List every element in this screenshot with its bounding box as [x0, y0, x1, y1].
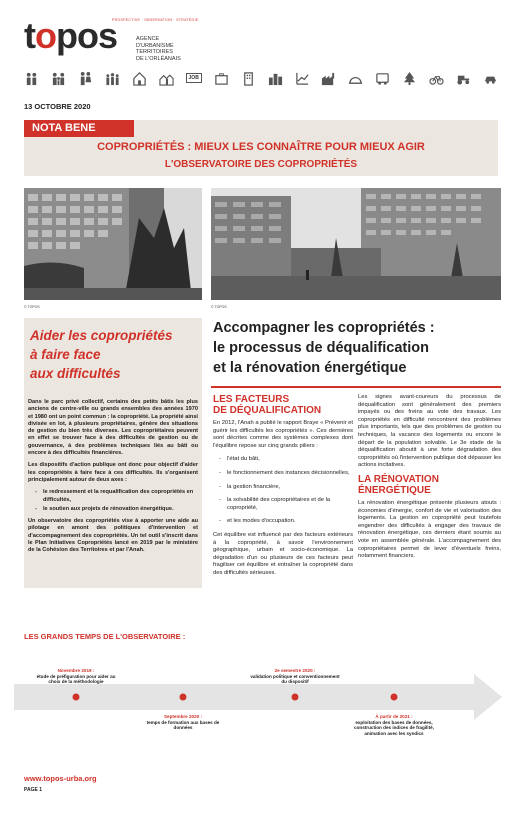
suitcase-icon	[214, 71, 229, 86]
nota-bene-label: NOTA BENE	[24, 120, 134, 137]
page-subtitle: L'OBSERVATOIRE DES COPROPRIÉTÉS	[164, 159, 358, 170]
paragraph: Un observatoire des copropriétés vise à apporter une aide au pilotage en amont des politiques d'intervention et d'accompagnement des copropriétés. Un tel outil s'inscrit dans le Plan Initiatives Copropriétés lancé en 2019 par le ministère de la Cohésion des Territoires et par l'Anah.	[28, 518, 198, 554]
article-column-left	[213, 394, 353, 582]
list-item: - le soutien aux projets de rénovation énergétique.	[38, 506, 198, 513]
article-title: Accompagner les copropriétés : le processus de déqualification et la rénovation énergétique	[213, 320, 435, 376]
group-icon	[105, 71, 120, 86]
factory-icon	[321, 71, 336, 86]
header-band	[24, 120, 498, 176]
bus-icon	[375, 71, 390, 86]
people-icon	[24, 71, 39, 86]
bullet-list	[219, 456, 353, 526]
title-divider	[211, 386, 501, 388]
list-item: - la solvabilité des copropriétaires et de la copropriété,	[219, 497, 353, 512]
timeline-dot	[73, 694, 80, 701]
family-icon	[51, 71, 66, 86]
chart-icon	[295, 71, 310, 86]
couple-icon	[78, 71, 93, 86]
logo-tagline: PROSPECTIVE · OBSERVATION · STRATÉGIE	[112, 18, 199, 22]
list-item: - l'état du bâti,	[219, 456, 353, 464]
sidebar-title: Aider les copropriétés à faire face aux difficultés	[30, 328, 173, 381]
sidebar-body	[28, 399, 198, 560]
list-item: - la gestion financière,	[219, 484, 353, 492]
page-number: PAGE 1	[24, 787, 42, 793]
section-heading: LES FACTEURS DE DÉQUALIFICATION	[213, 394, 322, 416]
tree-icon	[402, 71, 417, 86]
bullet-list	[38, 489, 198, 513]
timeline-event: Novembre 2019 : étude de préfiguration pour aider au choix de la méthodologie	[36, 668, 116, 685]
photo-housing-estate	[211, 188, 501, 300]
logo-subtitle: AGENCE D'URBANISME TERRITOIRES DE L'ORLÉANAIS	[136, 36, 181, 62]
article-column-right	[358, 394, 501, 565]
timeline-event: À partir de 2021 : exploitation des bases de données, construction des indices de fragilité, animation avec les syndics	[354, 714, 434, 736]
theme-icons-row	[24, 66, 498, 90]
timeline-arrow	[14, 646, 504, 754]
bike-icon	[429, 71, 444, 86]
timeline-dot	[292, 694, 299, 701]
list-item: - et les modes d'occupation.	[219, 518, 353, 526]
section-heading: LA RÉNOVATION ÉNERGÉTIQUE	[358, 473, 439, 496]
footer-website-link[interactable]: www.topos-urba.org	[24, 774, 97, 783]
page-title: COPROPRIÉTÉS : MIEUX LES CONNAÎTRE POUR MIEUX AGIR	[97, 141, 425, 153]
paragraph: Les dispositifs d'action publique ont donc pour objectif d'aider les copropriétés à faire face à ces difficultés. Ils s'organisent principalement autour de deux axes :	[28, 462, 198, 483]
timeline-title: LES GRANDS TEMPS DE L'OBSERVATOIRE :	[24, 632, 186, 641]
logo-wordmark: topos	[24, 15, 118, 56]
photo-credit: © TOPOS	[24, 305, 40, 309]
photo-apartment-block	[24, 188, 202, 300]
timeline-event: Septembre 2020 : temps de formation aux bases de données	[146, 714, 220, 731]
paragraph: Cet équilibre est influencé par des facteurs extérieurs à la copropriété, à savoir l'environnement géographique, urbain et socio-économique. La dégradation d'un ou plusieurs de ces facteurs peut fragiliser cet équilibre et entraîner la copropriété dans des difficultés sérieuses.	[213, 531, 353, 576]
timeline-event: 2e semestre 2020 : validation politique et conventionnement du dispositif	[250, 668, 340, 685]
paragraph: Dans le parc privé collectif, certains des petits bâtis les plus anciens de centre-ville ou grands ensembles des années 1970 et 1980 ont un point commun : la copropriété. La propriété ainsi divisée en lot, à plusieurs propriétaires, génère des situations de gestion du bien très diverses. Les copropriétaires peuvent en effet se trouver face à des difficultés de gestion ou de gouvernance, à des problèmes techniques liés au bâti ou encore à des difficultés financières.	[28, 399, 198, 457]
paragraph: Les signes avant-coureurs du processus de déqualification sont généralement des premiers impayés ou des freins au vote des travaux. Les copropriétés en difficulté rencontrent des problèmes plus importants, tels que des problèmes de gestion ou techniques, la vacance des logements ou encore le départ de la population solvable. Le 3e stade de la déqualification aboutit à une forte dégradation des copropriétés où l'intervention publique doit dépasser les actions incitatives.	[358, 394, 501, 469]
list-item: - le fonctionnement des instances décisionnelles,	[219, 470, 353, 478]
timeline	[14, 646, 504, 754]
list-item: - le redressement et la requalification des copropriétés en difficultés,	[38, 489, 198, 504]
photo-credit: © TOPOS	[211, 305, 227, 309]
publication-date: 13 OCTOBRE 2020	[24, 102, 91, 111]
paragraph: En 2012, l'Anah a publié le rapport Braye « Prévenir et guérir les difficultés les copropriétés ». Ces dernières sont décrites comme des systèmes complexes dont l'équilibre repose sur cinq grands piliers :	[213, 420, 353, 449]
sidebar-box	[24, 318, 202, 588]
car-icon	[483, 71, 498, 86]
dome-icon	[348, 71, 363, 86]
houses-icon	[159, 71, 174, 86]
building-icon	[241, 71, 256, 86]
job-icon: JOB	[186, 73, 202, 83]
timeline-dot	[180, 694, 187, 701]
paragraph: La rénovation énergétique présente plusieurs atouts : économies d'énergie, confort de vie et valorisation des logements. La gestion en copropriété peut toutefois engendrer des difficultés à engager des travaux de rénovation énergétique, ces derniers étant soumis au vote en assemblée générale. L'accompagnement des copropriétaires permet de lever d'éventuels freins, notamment financiers.	[358, 499, 501, 560]
tractor-icon	[456, 71, 471, 86]
city-icon	[268, 71, 283, 86]
house-icon	[132, 71, 147, 86]
timeline-dot	[391, 694, 398, 701]
